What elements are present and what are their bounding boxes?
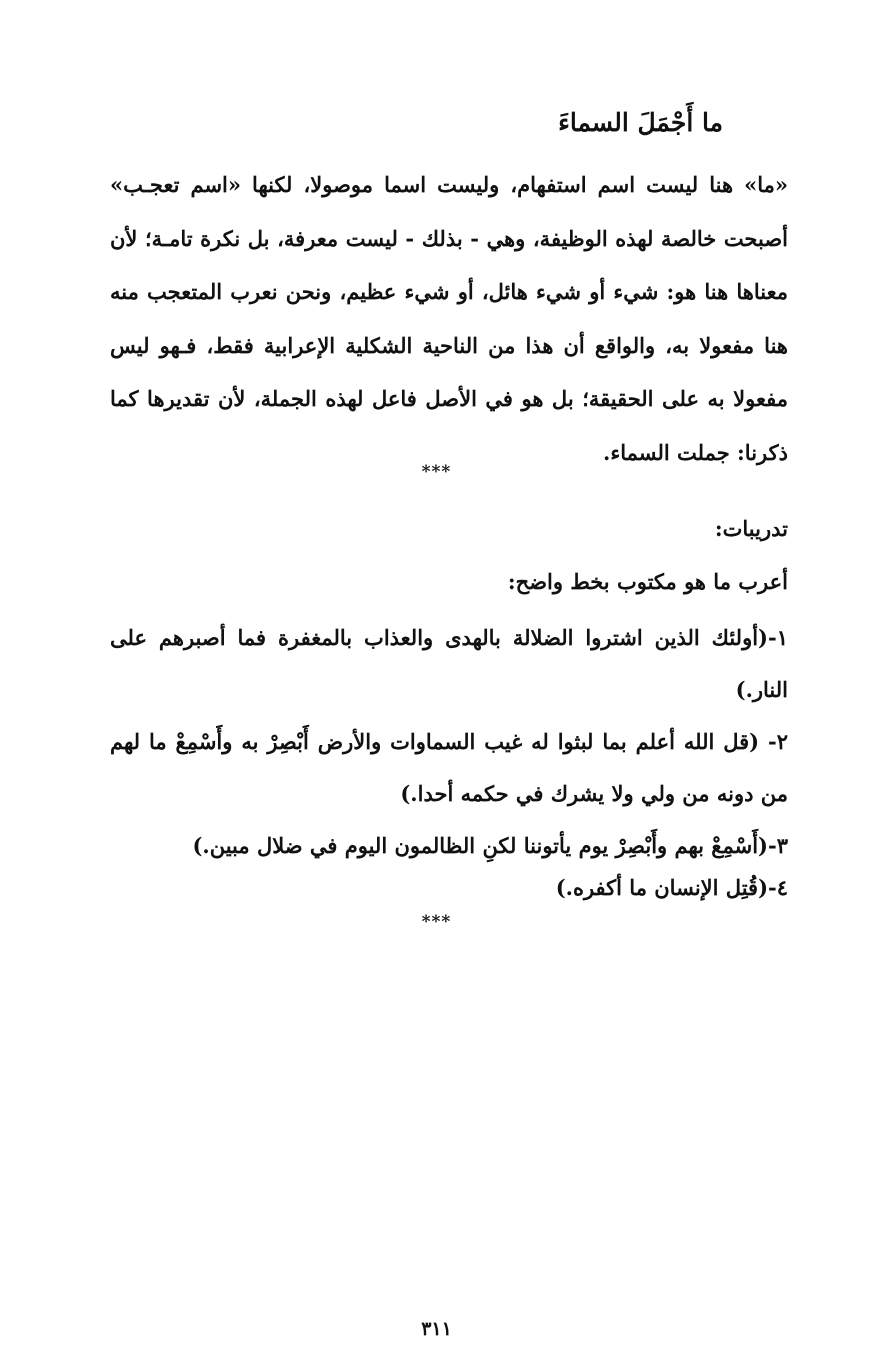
body-paragraph: «ما» هنا ليست اسم استفهام، وليست اسما موصولا، لكنها «اسم تعجـب» أصبحت خالصة لهذه الوظيفة، وهي - بذلك - ليست معرفة، بل نكرة تامـة؛ لأن معناها هنا هو: شيء أو شيء هائل، أو شيء عظيم، ونحن نعرب المتعجب منه هنا مفعولا به، والواقع أن هذا من الناحية الشكلية الإعرابية فقط، فـهو ليس مفعولا به على الحقيقة؛ بل هو في الأصل فاعل لهذه الجملة، لأن تقديرها كما ذكرنا: جملت السماء. xyxy=(110,172,788,465)
exercise-item-2: ٢- (قل الله أعلم بما لبثوا له غيب السماوات والأرض أَبْصِرْ به وأَسْمِعْ ما لهم من دونه من ولي ولا يشرك في حكمه أحدا.) xyxy=(110,729,788,806)
section-heading: ما أَجْمَلَ السماءَ xyxy=(558,108,723,137)
exercise-item-3: ٣-(أَسْمِعْ بهم وأَبْصِرْ يوم يأتوننا لكنِ الظالمون اليوم في ضلال مبين.) xyxy=(192,833,788,858)
exercise-item-1: ١-(أولئك الذين اشتروا الضلالة بالهدى والعذاب بالمغفرة فما أصبرهم على النار.) xyxy=(110,625,788,702)
page-number: ٣١١ xyxy=(421,1318,452,1340)
exercises-title: تدريبات: xyxy=(714,516,788,541)
exercise-item-4: ٤-(قُتِل الإنسان ما أكفره.) xyxy=(555,875,788,900)
exercises-instruction: أعرب ما هو مكتوب بخط واضح: xyxy=(507,569,788,594)
end-separator: *** xyxy=(421,912,452,932)
section-separator: *** xyxy=(421,462,452,482)
